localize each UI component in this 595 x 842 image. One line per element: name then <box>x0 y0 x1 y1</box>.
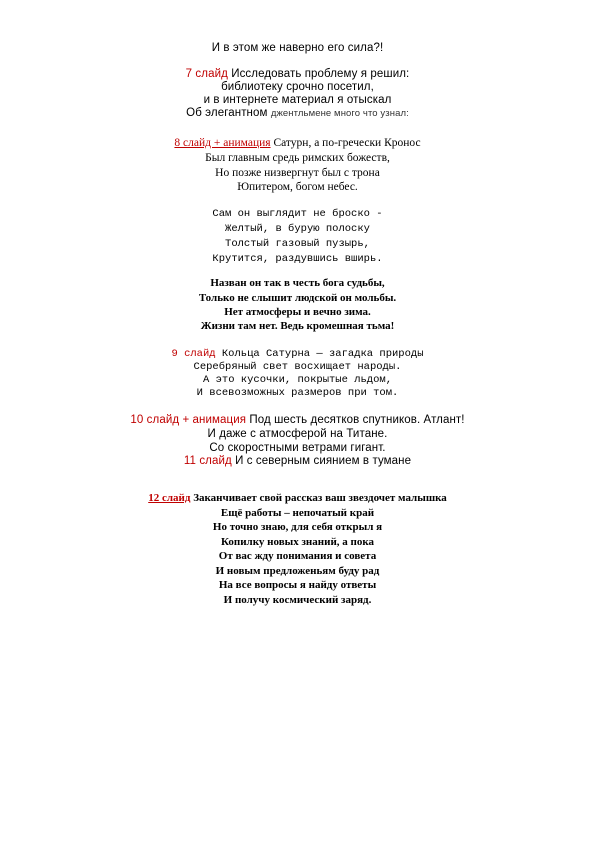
line-text: Заканчивает свой рассказ ваш звездочет малышка <box>190 492 447 504</box>
text-line <box>0 306 595 318</box>
line-text: От вас жду понимания и совета <box>218 550 377 562</box>
slide-label: 8 слайд + анимация <box>174 137 271 149</box>
text-line <box>0 579 595 591</box>
text-line <box>0 507 595 519</box>
line-text: Назван он так в честь бога судьбы, <box>210 277 385 289</box>
slide-label: 9 слайд <box>171 348 216 360</box>
text-line <box>0 167 595 179</box>
line-text: Но точно знаю, для себя открыл я <box>212 521 383 533</box>
text-line <box>0 42 595 54</box>
text-line <box>0 374 595 386</box>
line-text: Толстый газовый пузырь, <box>225 238 370 250</box>
slide-label: 7 слайд <box>185 68 228 80</box>
text-line <box>0 181 595 193</box>
line-text: А это кусочки, покрытые льдом, <box>202 374 393 386</box>
line-text: Копилку новых знаний, а пока <box>220 536 375 548</box>
slide-label: 10 слайд + анимация <box>130 414 247 426</box>
line-text: Только не слышит людской он мольбы. <box>198 292 397 304</box>
text-line <box>0 292 595 304</box>
line-text: Об элегантном <box>186 107 271 119</box>
text-line <box>0 594 595 606</box>
text-line <box>0 208 595 220</box>
line-text: И с северным сиянием в тумане <box>231 455 412 467</box>
line-text: И новым предложеньям буду рад <box>215 565 380 577</box>
line-text: Нет атмосферы и вечно зима. <box>224 306 371 318</box>
line-text: Крутится, раздувшись вширь. <box>212 253 383 265</box>
line-text: Жизни там нет. Ведь кромешная тьма! <box>200 320 395 332</box>
line-text: И в этом же наверно его сила?! <box>211 42 384 54</box>
text-line <box>0 361 595 373</box>
slide-7-line <box>0 68 595 80</box>
line-text: Серебряный свет восхищает народы. <box>193 361 402 373</box>
slide-8-line <box>0 137 595 149</box>
text-line <box>0 277 595 289</box>
slide-12-line <box>0 492 595 504</box>
line-text: Сам он выглядит не броско - <box>212 208 383 220</box>
line-text: и в интернете материал я отыскал <box>203 94 392 106</box>
text-line <box>0 565 595 577</box>
text-line <box>0 521 595 533</box>
line-text: И получу космический заряд. <box>223 594 372 606</box>
line-text: джентльмене много что узнал: <box>270 108 409 119</box>
text-line <box>0 550 595 562</box>
text-line <box>0 152 595 164</box>
slide-label: 12 слайд <box>148 492 191 504</box>
text-line <box>0 107 595 119</box>
line-text: Но позже низвергнут был с трона <box>215 167 380 179</box>
line-text: Исследовать проблему я решил: <box>227 68 410 80</box>
line-text: И даже с атмосферой на Титане. <box>207 428 388 440</box>
slide-label: 11 слайд <box>183 455 232 467</box>
text-line <box>0 320 595 332</box>
line-text: Юпитером, богом небес. <box>237 181 358 193</box>
line-text: Кольца Сатурна — загадка природы <box>215 348 424 360</box>
text-line <box>0 223 595 235</box>
text-line <box>0 428 595 440</box>
line-text: Сатурн, а по-гречески Кронос <box>270 137 421 149</box>
line-text: Под шесть десятков спутников. Атлант! <box>246 414 465 426</box>
text-line <box>0 238 595 250</box>
text-line <box>0 536 595 548</box>
line-text: Ещё работы – непочатый край <box>220 507 375 519</box>
line-text: Желтый, в бурую полоску <box>225 223 370 235</box>
text-line <box>0 94 595 106</box>
line-text: Со скоростными ветрами гигант. <box>209 442 386 454</box>
text-line <box>0 253 595 265</box>
line-text: На все вопросы я найду ответы <box>218 579 377 591</box>
line-text: И всевозможных размеров при том. <box>196 387 399 399</box>
text-line <box>0 387 595 399</box>
slide-9-line <box>0 348 595 360</box>
slide-10-line <box>0 414 595 426</box>
text-line <box>0 81 595 93</box>
text-line <box>0 442 595 454</box>
slide-11-line <box>0 455 595 467</box>
line-text: Был главным средь римских божеств, <box>205 152 390 164</box>
line-text: библиотеку срочно посетил, <box>221 81 374 93</box>
